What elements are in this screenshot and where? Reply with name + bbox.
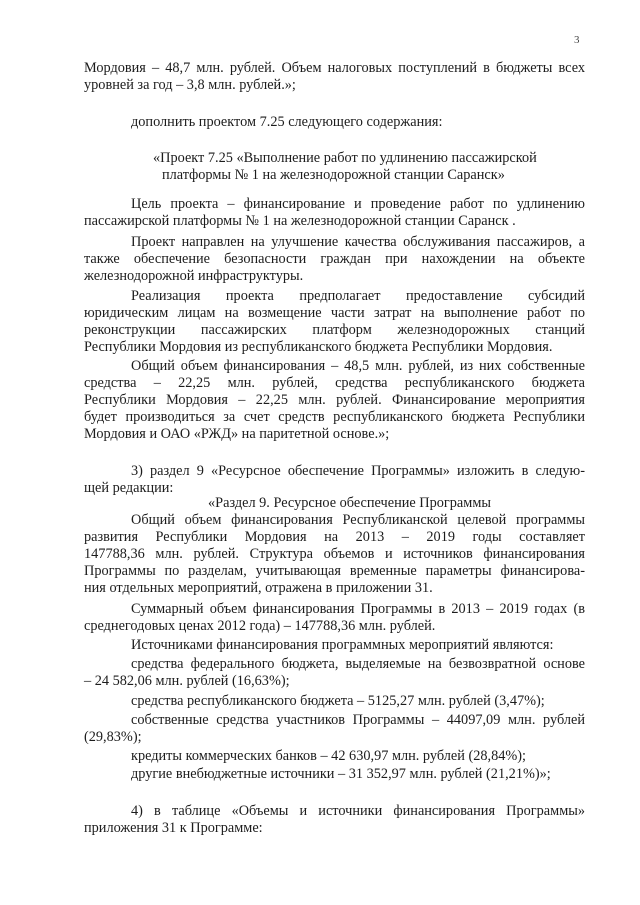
- text-line: средства – 22,25 млн. рублей, средства республиканского бюджета: [84, 375, 585, 391]
- text-line: кредиты коммерческих банков – 42 630,97 млн. рублей (28,84%);: [131, 748, 527, 764]
- text-line: среднегодовых ценах 2012 года) – 147788,36 млн. рублей.: [84, 618, 436, 634]
- text-line: дополнить проектом 7.25 следующего содержания:: [131, 114, 443, 130]
- text-line: Суммарный объем финансирования Программы в 2013 – 2019 годах (в: [131, 601, 585, 617]
- text-line: другие внебюджетные источники – 31 352,97 млн. рублей (21,21%)»;: [131, 766, 551, 782]
- text-line: (29,83%);: [84, 729, 142, 745]
- text-line: собственные средства участников Программы – 44097,09 млн. рублей: [131, 712, 585, 728]
- text-line: 4) в таблице «Объемы и источники финансирования Программы»: [131, 803, 585, 819]
- text-line: Республики Мордовия из республиканского бюджета Республики Мордовия.: [84, 339, 553, 355]
- text-line: юридическим лицам на возмещение части затрат на выполнение работ по: [84, 305, 585, 321]
- text-line: Общий объем финансирования Республиканской целевой программы: [131, 512, 585, 528]
- text-line: ния отдельных мероприятий, отражена в приложении 31.: [84, 580, 433, 596]
- section-heading: «Раздел 9. Ресурсное обеспечение Программы: [208, 495, 491, 511]
- text-line: – 24 582,06 млн. рублей (16,63%);: [84, 673, 290, 689]
- text-line: Цель проекта – финансирование и проведение работ по удлинению: [131, 196, 585, 212]
- text-line: развития Республики Мордовия на 2013 – 2019 годы составляет: [84, 529, 585, 545]
- text-line: реконструкции пассажирских платформ железнодорожных станций: [84, 322, 585, 338]
- text-line: железнодорожной инфраструктуры.: [84, 268, 304, 284]
- text-line: пассажирской платформы № 1 на железнодорожной станции Саранск .: [84, 213, 516, 229]
- text-line: Общий объем финансирования – 48,5 млн. рублей, из них собственные: [131, 358, 585, 374]
- page-number: 3: [574, 34, 580, 46]
- text-line: Реализация проекта предполагает предоставление субсидий: [131, 288, 585, 304]
- text-line: уровней за год – 3,8 млн. рублей.»;: [84, 77, 296, 93]
- text-line: Программы по разделам, учитывающая временные параметры финансирова-: [84, 563, 585, 579]
- project-heading-line: платформы № 1 на железнодорожной станции Саранск»: [162, 167, 505, 183]
- text-line: средства федерального бюджета, выделяемые на безвозвратной основе: [131, 656, 585, 672]
- text-line: щей редакции:: [84, 480, 174, 496]
- text-line: приложения 31 к Программе:: [84, 820, 263, 836]
- text-line: Мордовия и ОАО «РЖД» на паритетной основе.»;: [84, 426, 390, 442]
- text-line: Мордовия – 48,7 млн. рублей. Объем налоговых поступлений в бюджеты всех: [84, 60, 585, 76]
- text-line: Республики Мордовия – 22,25 млн. рублей. Финансирование мероприятия: [84, 392, 585, 408]
- project-heading-line: «Проект 7.25 «Выполнение работ по удлинению пассажирской: [153, 150, 537, 166]
- text-line: 3) раздел 9 «Ресурсное обеспечение Программы» изложить в следую-: [131, 463, 585, 479]
- text-line: Проект направлен на улучшение качества обслуживания пассажиров, а: [131, 234, 585, 250]
- text-line: 147788,36 млн. рублей. Структура объемов и источников финансирования: [84, 546, 585, 562]
- text-line: средства республиканского бюджета – 5125,27 млн. рублей (3,47%);: [131, 693, 545, 709]
- text-line: Источниками финансирования программных мероприятий являются:: [131, 637, 554, 653]
- text-line: также обеспечение безопасности граждан при нахождении на объекте: [84, 251, 585, 267]
- text-line: будет производиться за счет средств республиканского бюджета Республики: [84, 409, 585, 425]
